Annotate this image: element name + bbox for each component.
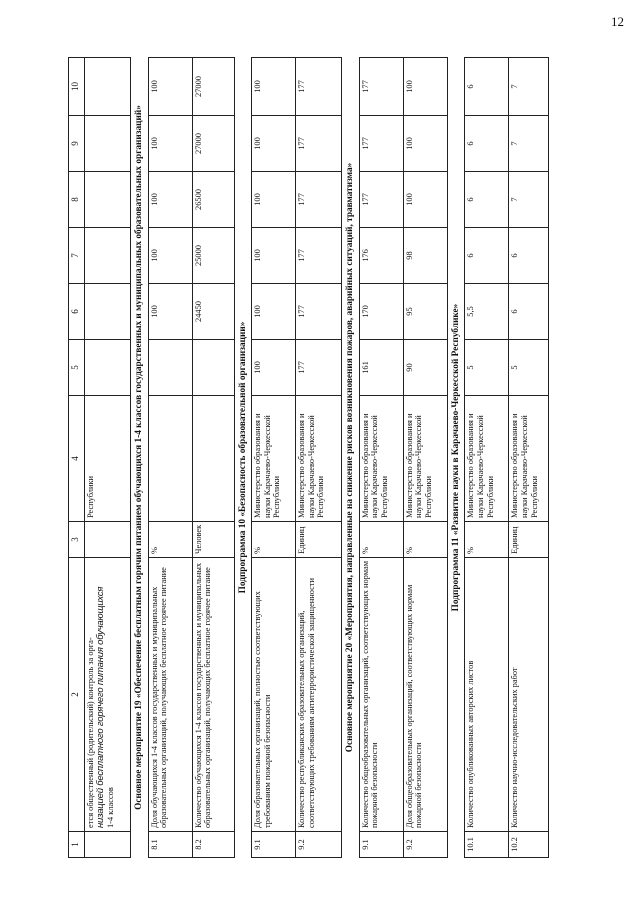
column-index: 4 [69,396,85,522]
value-cell: 100 [252,172,296,228]
column-index: 7 [69,228,85,284]
column-index: 8 [69,172,85,228]
value-cell: 90 [403,340,447,396]
section-heading-row [131,58,149,858]
value-cell: 25000 [192,228,234,284]
executor: Министерство образования и науки Карачаево-Черкесской Республики [403,396,447,522]
indicator-name: Количество опубликованных авторских листов [465,558,509,832]
indicator-name: Количество научно-исследовательских работ [509,558,549,832]
value-cell: 177 [296,340,342,396]
table-row [192,58,234,858]
column-index: 1 [69,832,85,858]
executor: Министерство образования и науки Карачаево-Черкесской Республики [252,396,296,522]
value-cell: 177 [296,284,342,340]
row-number: 9.2 [296,832,342,858]
subprogram-heading: Подпрограмма 11 «Развитие науки в Карачаево-Черкесской Республике» [447,58,465,858]
column-index: 2 [69,558,85,832]
column-index: 6 [69,284,85,340]
text-line: 1-4 классов [106,787,116,828]
value-cell: 95 [403,284,447,340]
value-cell: 26500 [192,172,234,228]
text-line: низацией бесплатного горячего питания обучающихся [94,586,106,828]
value-cell: 100 [403,116,447,172]
row-number: 10.2 [509,832,549,858]
table-row [465,58,509,858]
page-number: 12 [611,14,624,29]
row-number: 9.2 [403,832,447,858]
indicator-name: Доля обучающихся 1-4 классов государственных и муниципальных образовательных организаций, получающих бесплатное горячее питание [148,558,192,832]
unit: Человек [192,522,234,558]
value-cell: 177 [296,116,342,172]
indicator-name: Количество республиканских образовательных организаций, соответствующих требованиям антитеррористической защищенности [296,558,342,832]
value-cell: 24450 [192,284,234,340]
value-cell: 100 [252,340,296,396]
value-cell: 98 [403,228,447,284]
table-row [509,58,549,858]
executor: Министерство образования и науки Карачаево-Черкесской Республики [359,396,403,522]
column-index: 9 [69,116,85,172]
subprogram-heading: Подпрограмма 10 «Безопасность образовательной организации» [234,58,252,858]
indicators-table [68,57,549,858]
table-row [85,58,131,858]
value-cell: 7 [509,58,549,116]
value-cell: 5,5 [465,284,509,340]
value-cell: 5 [509,340,549,396]
subprogram-heading-row [447,58,465,858]
indicator-name: Количество общеобразовательных организаций, соответствующих нормам пожарной безопасности [359,558,403,832]
row-number: 10.1 [465,832,509,858]
value-cell: 7 [509,172,549,228]
value-cell: 176 [359,228,403,284]
indicator-name [85,558,131,832]
value-cell: 100 [252,116,296,172]
value-cell: 177 [359,58,403,116]
value-cell: 100 [403,58,447,116]
unit: Единиц [509,522,549,558]
value-cell: 177 [296,172,342,228]
value-cell: 6 [465,116,509,172]
value-cell: 100 [252,228,296,284]
value-cell: 6 [465,58,509,116]
executor [192,396,234,522]
table-row [252,58,296,858]
value-cell: 100 [148,58,192,116]
indicator-name: Количество обучающихся 1-4 классов государственных и муниципальных образовательных организаций, получающих бесплатное горячее питание [192,558,234,832]
rotated-page-content [68,58,628,858]
value-cell [192,340,234,396]
row-number: 9.1 [252,832,296,858]
value-cell: 170 [359,284,403,340]
executor: Министерство образования и науки Карачаево-Черкесской Республики [296,396,342,522]
value-cell: 177 [296,58,342,116]
table-row [403,58,447,858]
value-cell: 27000 [192,116,234,172]
executor [148,396,192,522]
column-index-row [69,58,85,858]
executor: Министерство образования и науки Карачаево-Черкесской Республики [509,396,549,522]
value-cell [148,340,192,396]
value-cell: 100 [148,116,192,172]
indicator-name: Доля общеобразовательных организаций, соответствующих нормам пожарной безопасности [403,558,447,832]
table-row [148,58,192,858]
unit: % [252,522,296,558]
text-line: ется общественный (родительский) контроль за орга- [86,637,95,828]
row-number: 8.2 [192,832,234,858]
value-cell: 177 [359,116,403,172]
value-cell: 5 [465,340,509,396]
value-cell: 6 [465,172,509,228]
executor: Республики [85,396,131,522]
value-cell: 6 [465,228,509,284]
unit: % [148,522,192,558]
table-row [296,58,342,858]
value-cell: 100 [252,284,296,340]
unit: % [403,522,447,558]
unit: % [465,522,509,558]
value-cell: 161 [359,340,403,396]
value-cell: 100 [148,172,192,228]
value-cell: 177 [296,228,342,284]
section-heading-row [342,58,360,858]
table-row [359,58,403,858]
value-cell: 6 [509,228,549,284]
value-cell: 100 [403,172,447,228]
column-index: 5 [69,340,85,396]
unit: Единиц [296,522,342,558]
column-index: 10 [69,58,85,116]
row-number: 9.1 [359,832,403,858]
column-index: 3 [69,522,85,558]
value-cell: 7 [509,116,549,172]
executor: Министерство образования и науки Карачаево-Черкесской Республики [465,396,509,522]
subprogram-heading-row [234,58,252,858]
section-heading: Основное мероприятие 20 «Мероприятия, направленные на снижение рисков возникновения пожаров, аварийных ситуаций, травматизма» [342,58,360,858]
value-cell: 177 [359,172,403,228]
indicator-name: Доля образовательных организаций, полностью соответствующих требованиям пожарной безопасности [252,558,296,832]
value-cell: 6 [509,284,549,340]
value-cell: 27000 [192,58,234,116]
unit: % [359,522,403,558]
section-heading: Основное мероприятие 19 «Обеспечение бесплатным горячим питанием обучающихся 1-4 классов государственных и муниципальных образовательных организаций» [131,58,149,858]
value-cell: 100 [148,228,192,284]
value-cell: 100 [148,284,192,340]
row-number: 8.1 [148,832,192,858]
value-cell: 100 [252,58,296,116]
